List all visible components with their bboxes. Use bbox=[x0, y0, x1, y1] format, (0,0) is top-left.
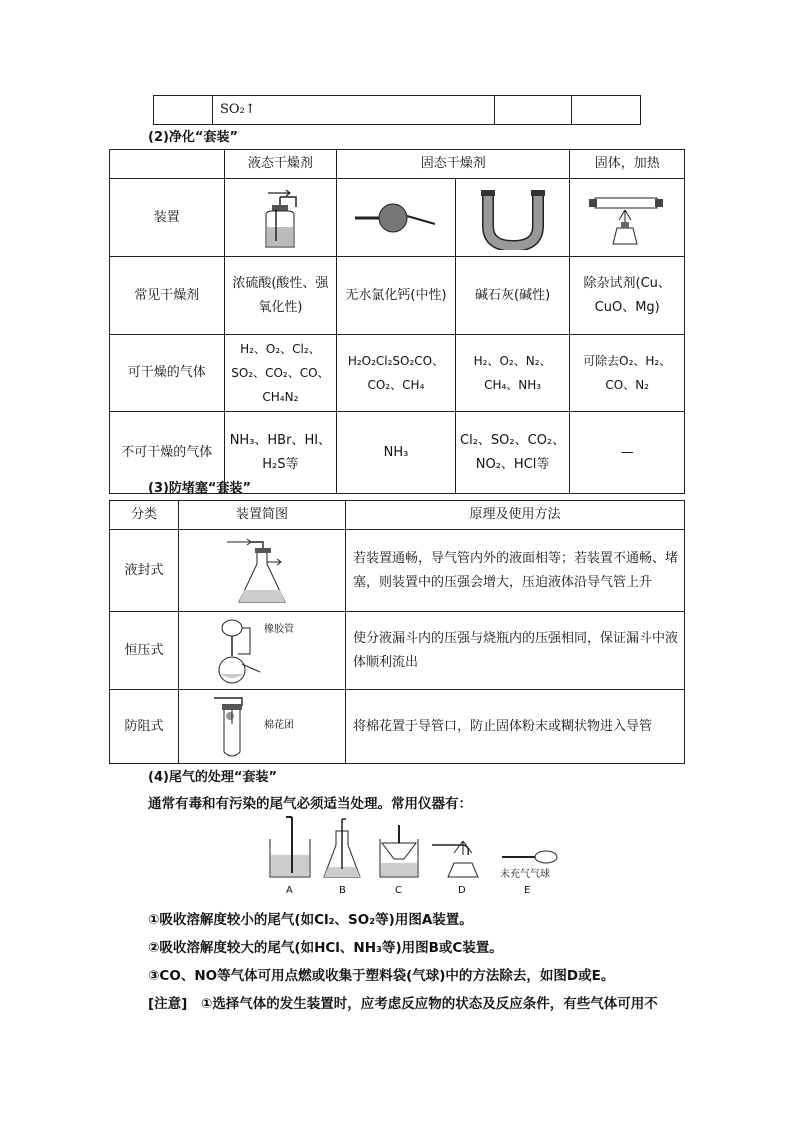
type-liquid-seal: 液封式 bbox=[110, 530, 179, 612]
dryable-liquid: H₂、O₂、Cl₂、SO₂、CO₂、CO、CH₄N₂ bbox=[224, 335, 337, 412]
anti-clog-table bbox=[109, 500, 685, 764]
row-label-desiccant: 常见干燥剂 bbox=[110, 257, 225, 335]
item-3: ③CO、NO等气体可用点燃或收集于塑料袋(气球)中的方法除去，如图D或E。 bbox=[148, 968, 615, 984]
header-principle: 原理及使用方法 bbox=[346, 501, 685, 530]
header-type: 分类 bbox=[110, 501, 179, 530]
top-table bbox=[153, 95, 641, 125]
wash-bottle-illustration bbox=[224, 179, 337, 257]
top-table-cell-empty bbox=[154, 96, 213, 125]
desiccant-heated: 除杂试剂(Cu、CuO、Mg) bbox=[570, 257, 685, 335]
item-2: ②吸收溶解度较大的尾气(如HCl、NH₃等)用图B或C装置。 bbox=[148, 940, 503, 956]
section-4-intro: 通常有毒和有污染的尾气必须适当处理。常用仪器有： bbox=[148, 796, 472, 812]
note: [注意] ①选择气体的发生装置时，应考虑反应物的状态及反应条件，有些气体可用不 bbox=[148, 996, 658, 1012]
not-dryable-soda-lime: Cl₂、SO₂、CO₂、NO₂、HCl等 bbox=[455, 412, 570, 494]
type-constant-pressure: 恒压式 bbox=[110, 612, 179, 690]
not-dryable-cacl2: NH₃ bbox=[337, 412, 456, 494]
fig-label-e: E bbox=[524, 885, 531, 896]
top-table-cell-empty bbox=[572, 96, 641, 125]
section-3-heading: (3)防堵塞“套装” bbox=[148, 481, 252, 496]
u-tube-illustration bbox=[455, 179, 570, 257]
fig-label-a: A bbox=[286, 885, 293, 896]
top-table-cell: SO₂↑ bbox=[213, 96, 495, 125]
header-liquid: 液态干燥剂 bbox=[224, 150, 337, 179]
balloon-label: 未充气气球 bbox=[500, 869, 550, 880]
drying-tube-illustration bbox=[337, 179, 456, 257]
purification-table bbox=[109, 149, 685, 494]
desc-liquid-seal: 若装置通畅，导气管内外的液面相等；若装置不通畅、堵塞，则装置中的压强会增大，压迫液体沿导气管上升 bbox=[346, 530, 685, 612]
liquid-seal-illustration bbox=[179, 530, 346, 612]
heated-tube-illustration bbox=[570, 179, 685, 257]
desiccant-liquid: 浓硫酸(酸性、强氧化性) bbox=[224, 257, 337, 335]
desc-anti-block: 将棉花置于导管口，防止固体粉末或糊状物进入导管 bbox=[346, 690, 685, 764]
header-diagram: 装置简图 bbox=[179, 501, 346, 530]
header-solid: 固态干燥剂 bbox=[337, 150, 570, 179]
dryable-heated: 可除去O₂、H₂、CO、N₂ bbox=[570, 335, 685, 412]
top-table-cell-empty bbox=[495, 96, 572, 125]
not-dryable-liquid: NH₃、HBr、HI、H₂S等 bbox=[224, 412, 337, 494]
rubber-tube-label: 橡胶管 bbox=[264, 623, 294, 635]
desc-constant-pressure: 使分液漏斗内的压强与烧瓶内的压强相同，保证漏斗中液体顺利流出 bbox=[346, 612, 685, 690]
desiccant-soda-lime: 碱石灰(碱性) bbox=[455, 257, 570, 335]
row-label-dryable: 可干燥的气体 bbox=[110, 335, 225, 412]
not-dryable-heated: — bbox=[570, 412, 685, 494]
desiccant-cacl2: 无水氯化钙(中性) bbox=[337, 257, 456, 335]
item-1: ①吸收溶解度较小的尾气(如Cl₂、SO₂等)用图A装置。 bbox=[148, 912, 473, 928]
header-empty bbox=[110, 150, 225, 179]
anti-block-illustration bbox=[179, 690, 346, 764]
cotton-label: 棉花团 bbox=[264, 719, 294, 731]
row-label-not-dryable: 不可干燥的气体 bbox=[110, 412, 225, 494]
section-4-heading: (4)尾气的处理“套装” bbox=[148, 770, 278, 785]
row-label-apparatus: 装置 bbox=[110, 179, 225, 257]
dryable-soda-lime: H₂、O₂、N₂、CH₄、NH₃ bbox=[455, 335, 570, 412]
type-anti-block: 防阻式 bbox=[110, 690, 179, 764]
tail-gas-apparatus bbox=[262, 815, 562, 900]
dryable-cacl2: H₂O₂Cl₂SO₂CO、CO₂、CH₄ bbox=[337, 335, 456, 412]
fig-label-d: D bbox=[458, 885, 466, 896]
fig-label-b: B bbox=[339, 885, 346, 896]
fig-label-c: C bbox=[395, 885, 402, 896]
section-2-heading: (2)净化“套装” bbox=[148, 130, 239, 145]
constant-pressure-illustration bbox=[179, 612, 346, 690]
header-heated: 固体，加热 bbox=[570, 150, 685, 179]
